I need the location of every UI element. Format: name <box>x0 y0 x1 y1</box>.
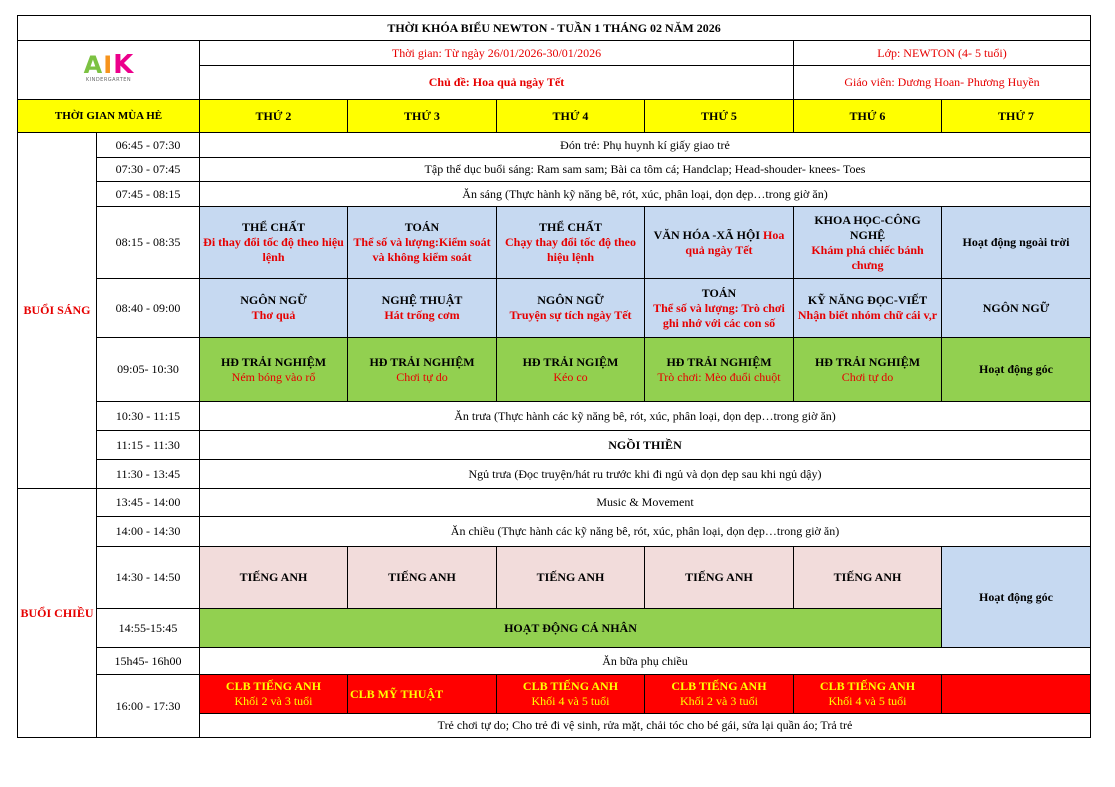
lesson-cell: THỂ CHẤT Đi thay đổi tốc độ theo hiệu lệnh <box>200 207 348 279</box>
day-header-sat: THỨ 7 <box>942 100 1091 133</box>
time-slot: 14:00 - 14:30 <box>97 517 200 547</box>
time-column-header: THỜI GIAN MÙA HÈ <box>18 100 200 133</box>
club-cell: CLB TIẾNG ANH Khối 4 và 5 tuổi <box>794 675 942 714</box>
time-slot: 07:45 - 08:15 <box>97 182 200 207</box>
time-slot: 14:30 - 14:50 <box>97 547 200 609</box>
activity-cell: Tập thể dục buổi sáng: Ram sam sam; Bài ca tôm cá; Handclap; Head-shouder- knees- Toes <box>200 158 1091 182</box>
time-slot: 10:30 - 11:15 <box>97 402 200 431</box>
english-cell: TIẾNG ANH <box>645 547 794 609</box>
experience-cell: HĐ TRẢI NGHIỆM Ném bóng vào rổ <box>200 338 348 402</box>
lesson-cell: NGÔN NGỮ Truyện sự tích ngày Tết <box>497 279 645 338</box>
experience-cell: HĐ TRẢI NGHIỆM Chơi tự do <box>348 338 497 402</box>
english-cell: TIẾNG ANH <box>200 547 348 609</box>
lesson-cell: TOÁN Thể số và lượng: Trò chơi ghi nhớ với các con số <box>645 279 794 338</box>
date-range: Thời gian: Từ ngày 26/01/2026-30/01/2026 <box>200 41 794 66</box>
time-slot: 06:45 - 07:30 <box>97 133 200 158</box>
activity-cell: Music & Movement <box>200 489 1091 517</box>
corner-activity-cell: Hoạt động góc <box>942 547 1091 648</box>
lesson-cell: NGÔN NGỮ <box>942 279 1091 338</box>
day-header-thu: THỨ 5 <box>645 100 794 133</box>
time-slot: 14:55-15:45 <box>97 609 200 648</box>
english-cell: TIẾNG ANH <box>794 547 942 609</box>
club-cell: CLB TIẾNG ANH Khối 2 và 3 tuổi <box>645 675 794 714</box>
club-cell <box>942 675 1091 714</box>
activity-cell: Ăn sáng (Thực hành kỹ năng bê, rót, xúc, phân loại, dọn dẹp…trong giờ ăn) <box>200 182 1091 207</box>
class-label: Lớp: NEWTON (4- 5 tuổi) <box>794 41 1091 66</box>
activity-cell: Ăn bữa phụ chiều <box>200 648 1091 675</box>
teachers-label: Giáo viên: Dương Hoan- Phương Huyền <box>794 66 1091 100</box>
timetable <box>17 15 1091 738</box>
day-header-fri: THỨ 6 <box>794 100 942 133</box>
lesson-cell: KỸ NĂNG ĐỌC-VIẾT Nhận biết nhóm chữ cái v,r <box>794 279 942 338</box>
experience-cell: HĐ TRẢI NGHIỆM Trò chơi: Mèo đuổi chuột <box>645 338 794 402</box>
lesson-cell: KHOA HỌC-CÔNG NGHỆ Khám phá chiếc bánh chưng <box>794 207 942 279</box>
time-slot: 07:30 - 07:45 <box>97 158 200 182</box>
session-afternoon: BUỔI CHIỀU <box>18 489 97 738</box>
lesson-cell: NGHỆ THUẬT Hát trống cơm <box>348 279 497 338</box>
page-title: THỜI KHÓA BIỂU NEWTON - TUẦN 1 THÁNG 02 NĂM 2026 <box>18 16 1091 41</box>
activity-cell: NGỒI THIỀN <box>200 431 1091 460</box>
club-cell: CLB TIẾNG ANH Khối 4 và 5 tuổi <box>497 675 645 714</box>
lesson-cell: VĂN HÓA -XÃ HỘI Hoa quả ngày Tết <box>645 207 794 279</box>
time-slot: 11:30 - 13:45 <box>97 460 200 489</box>
activity-cell: Ăn chiều (Thực hành các kỹ năng bê, rót, xúc, phân loại, dọn dẹp…trong giờ ăn) <box>200 517 1091 547</box>
logo: A I K KINDERGARTEN <box>18 41 200 100</box>
experience-cell: Hoạt động góc <box>942 338 1091 402</box>
time-slot: 09:05- 10:30 <box>97 338 200 402</box>
experience-cell: HĐ TRẢI NGHIỆM Chơi tự do <box>794 338 942 402</box>
lesson-cell: NGÔN NGỮ Thơ quả <box>200 279 348 338</box>
lesson-cell: TOÁN Thể số và lượng:Kiểm soát và không kiểm soát <box>348 207 497 279</box>
activity-cell: Ngủ trưa (Đọc truyện/hát ru trước khi đi ngủ và dọn dẹp sau khi ngủ dậy) <box>200 460 1091 489</box>
experience-cell: HĐ TRẢI NGIỆM Kéo co <box>497 338 645 402</box>
activity-cell: Ăn trưa (Thực hành các kỹ năng bê, rót, xúc, phân loại, dọn dẹp…trong giờ ăn) <box>200 402 1091 431</box>
club-cell: CLB MỸ THUẬT <box>348 675 497 714</box>
time-slot: 16:00 - 17:30 <box>97 675 200 738</box>
day-header-tue: THỨ 3 <box>348 100 497 133</box>
session-morning: BUỔI SÁNG <box>18 133 97 489</box>
activity-cell: Trẻ chơi tự do; Cho trẻ đi vệ sinh, rửa mặt, chải tóc cho bé gái, sửa lại quần áo; Trả trẻ <box>200 714 1091 738</box>
english-cell: TIẾNG ANH <box>348 547 497 609</box>
day-header-mon: THỨ 2 <box>200 100 348 133</box>
activity-cell: Đón trẻ: Phụ huynh kí giấy giao trẻ <box>200 133 1091 158</box>
day-header-wed: THỨ 4 <box>497 100 645 133</box>
aik-logo-icon: A I K <box>83 49 134 80</box>
individual-activity-cell: HOẠT ĐỘNG CÁ NHÂN <box>200 609 942 648</box>
time-slot: 08:15 - 08:35 <box>97 207 200 279</box>
lesson-cell: Hoạt động ngoài trời <box>942 207 1091 279</box>
lesson-cell: THỂ CHẤT Chạy thay đổi tốc độ theo hiệu lệnh <box>497 207 645 279</box>
time-slot: 15h45- 16h00 <box>97 648 200 675</box>
english-cell: TIẾNG ANH <box>497 547 645 609</box>
time-slot: 13:45 - 14:00 <box>97 489 200 517</box>
club-cell: CLB TIẾNG ANH Khối 2 và 3 tuổi <box>200 675 348 714</box>
time-slot: 11:15 - 11:30 <box>97 431 200 460</box>
time-slot: 08:40 - 09:00 <box>97 279 200 338</box>
theme-label: Chủ đề: Hoa quả ngày Tết <box>200 66 794 100</box>
